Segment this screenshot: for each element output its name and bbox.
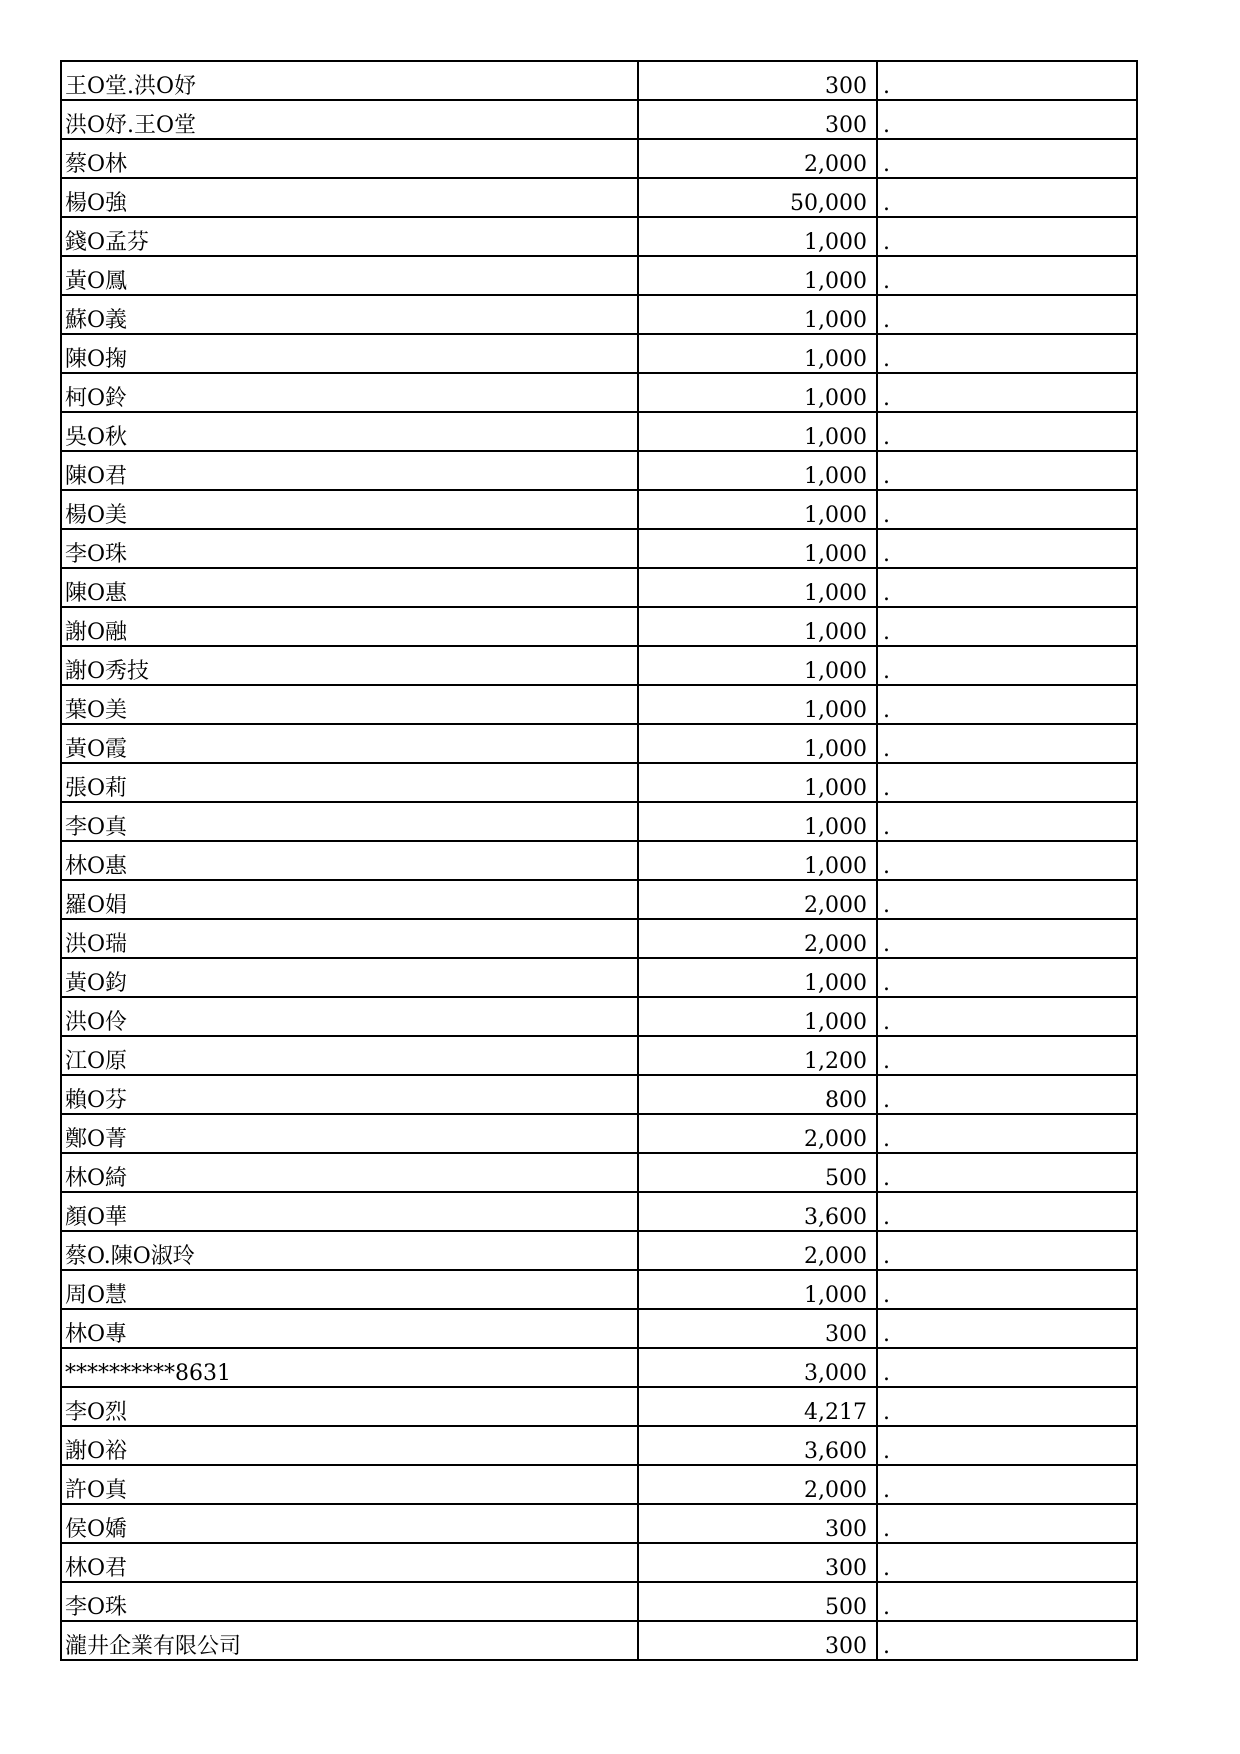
donor-name-cell: 鄭O菁	[61, 1114, 638, 1153]
donation-table-body	[61, 61, 1137, 1660]
donor-name-cell: 侯O嬌	[61, 1504, 638, 1543]
note-cell: .	[877, 295, 1137, 334]
amount-cell: 1,000	[638, 295, 877, 334]
amount-cell: 50,000	[638, 178, 877, 217]
note-cell: .	[877, 373, 1137, 412]
note-cell: .	[877, 529, 1137, 568]
donor-name-cell: 洪O伶	[61, 997, 638, 1036]
amount-cell: 1,000	[638, 724, 877, 763]
amount-cell: 4,217	[638, 1387, 877, 1426]
amount-cell: 1,000	[638, 958, 877, 997]
donor-name-cell: 黃O鳳	[61, 256, 638, 295]
table-row	[61, 451, 1137, 490]
amount-cell: 3,600	[638, 1426, 877, 1465]
note-cell: .	[877, 880, 1137, 919]
amount-cell: 300	[638, 100, 877, 139]
note-cell: .	[877, 178, 1137, 217]
note-cell: .	[877, 1582, 1137, 1621]
table-row	[61, 763, 1137, 802]
table-row	[61, 724, 1137, 763]
amount-cell: 2,000	[638, 919, 877, 958]
amount-cell: 3,000	[638, 1348, 877, 1387]
donor-name-cell: 黃O霞	[61, 724, 638, 763]
donor-name-cell: 李O珠	[61, 1582, 638, 1621]
note-cell: .	[877, 1309, 1137, 1348]
amount-cell: 1,000	[638, 841, 877, 880]
note-cell: .	[877, 919, 1137, 958]
amount-cell: 1,000	[638, 763, 877, 802]
note-cell: .	[877, 958, 1137, 997]
table-row	[61, 607, 1137, 646]
note-cell: .	[877, 1465, 1137, 1504]
note-cell: .	[877, 139, 1137, 178]
table-row	[61, 139, 1137, 178]
table-row	[61, 958, 1137, 997]
donor-name-cell: 謝O秀技	[61, 646, 638, 685]
table-row	[61, 1426, 1137, 1465]
note-cell: .	[877, 1192, 1137, 1231]
amount-cell: 1,000	[638, 490, 877, 529]
note-cell: .	[877, 217, 1137, 256]
table-row	[61, 685, 1137, 724]
table-row	[61, 802, 1137, 841]
donor-name-cell: 蘇O義	[61, 295, 638, 334]
amount-cell: 2,000	[638, 139, 877, 178]
table-row	[61, 1075, 1137, 1114]
donor-name-cell: 錢O孟芬	[61, 217, 638, 256]
amount-cell: 1,000	[638, 451, 877, 490]
donor-name-cell: 張O莉	[61, 763, 638, 802]
amount-cell: 1,000	[638, 334, 877, 373]
donor-name-cell: 楊O強	[61, 178, 638, 217]
donor-name-cell: 謝O裕	[61, 1426, 638, 1465]
donor-name-cell: 蔡O林	[61, 139, 638, 178]
amount-cell: 1,000	[638, 685, 877, 724]
note-cell: .	[877, 1231, 1137, 1270]
note-cell: .	[877, 802, 1137, 841]
table-row	[61, 1270, 1137, 1309]
donor-name-cell: **********8631	[61, 1348, 638, 1387]
table-row	[61, 997, 1137, 1036]
note-cell: .	[877, 1426, 1137, 1465]
donor-name-cell: 周O慧	[61, 1270, 638, 1309]
amount-cell: 1,200	[638, 1036, 877, 1075]
note-cell: .	[877, 568, 1137, 607]
table-row	[61, 490, 1137, 529]
donor-name-cell: 柯O鈴	[61, 373, 638, 412]
donor-name-cell: 王O堂.洪O妤	[61, 61, 638, 100]
table-row	[61, 295, 1137, 334]
note-cell: .	[877, 100, 1137, 139]
note-cell: .	[877, 841, 1137, 880]
note-cell: .	[877, 997, 1137, 1036]
note-cell: .	[877, 763, 1137, 802]
donor-name-cell: 顏O華	[61, 1192, 638, 1231]
table-row	[61, 61, 1137, 100]
table-row	[61, 256, 1137, 295]
donor-name-cell: 李O珠	[61, 529, 638, 568]
donor-name-cell: 蔡O.陳O淑玲	[61, 1231, 638, 1270]
donor-name-cell: 洪O瑞	[61, 919, 638, 958]
table-row	[61, 1543, 1137, 1582]
amount-cell: 300	[638, 1504, 877, 1543]
table-row	[61, 334, 1137, 373]
amount-cell: 3,600	[638, 1192, 877, 1231]
amount-cell: 300	[638, 1621, 877, 1660]
note-cell: .	[877, 451, 1137, 490]
amount-cell: 1,000	[638, 373, 877, 412]
amount-cell: 1,000	[638, 217, 877, 256]
amount-cell: 1,000	[638, 529, 877, 568]
table-row	[61, 1582, 1137, 1621]
amount-cell: 1,000	[638, 412, 877, 451]
donor-name-cell: 林O惠	[61, 841, 638, 880]
amount-cell: 1,000	[638, 1270, 877, 1309]
amount-cell: 800	[638, 1075, 877, 1114]
note-cell: .	[877, 607, 1137, 646]
amount-cell: 1,000	[638, 568, 877, 607]
donor-name-cell: 陳O掬	[61, 334, 638, 373]
table-row	[61, 529, 1137, 568]
donor-name-cell: 林O綺	[61, 1153, 638, 1192]
note-cell: .	[877, 1114, 1137, 1153]
amount-cell: 300	[638, 61, 877, 100]
amount-cell: 2,000	[638, 1114, 877, 1153]
amount-cell: 2,000	[638, 1465, 877, 1504]
note-cell: .	[877, 256, 1137, 295]
table-row	[61, 1231, 1137, 1270]
donor-name-cell: 許O真	[61, 1465, 638, 1504]
amount-cell: 500	[638, 1582, 877, 1621]
donor-name-cell: 賴O芬	[61, 1075, 638, 1114]
table-row	[61, 568, 1137, 607]
amount-cell: 2,000	[638, 1231, 877, 1270]
table-row	[61, 880, 1137, 919]
table-row	[61, 178, 1137, 217]
amount-cell: 1,000	[638, 256, 877, 295]
note-cell: .	[877, 1543, 1137, 1582]
donor-name-cell: 李O真	[61, 802, 638, 841]
table-row	[61, 412, 1137, 451]
table-row	[61, 646, 1137, 685]
donor-name-cell: 瀧井企業有限公司	[61, 1621, 638, 1660]
donation-table	[60, 60, 1138, 1661]
note-cell: .	[877, 412, 1137, 451]
donor-name-cell: 陳O君	[61, 451, 638, 490]
donor-name-cell: 謝O融	[61, 607, 638, 646]
note-cell: .	[877, 724, 1137, 763]
amount-cell: 500	[638, 1153, 877, 1192]
note-cell: .	[877, 646, 1137, 685]
donor-name-cell: 林O君	[61, 1543, 638, 1582]
note-cell: .	[877, 1036, 1137, 1075]
table-row	[61, 100, 1137, 139]
table-row	[61, 217, 1137, 256]
table-row	[61, 1504, 1137, 1543]
note-cell: .	[877, 61, 1137, 100]
table-row	[61, 1309, 1137, 1348]
donor-name-cell: 吳O秋	[61, 412, 638, 451]
donor-name-cell: 林O專	[61, 1309, 638, 1348]
table-row	[61, 1348, 1137, 1387]
note-cell: .	[877, 1075, 1137, 1114]
donor-name-cell: 羅O娟	[61, 880, 638, 919]
note-cell: .	[877, 1153, 1137, 1192]
amount-cell: 2,000	[638, 880, 877, 919]
table-row	[61, 1114, 1137, 1153]
amount-cell: 1,000	[638, 802, 877, 841]
donor-name-cell: 楊O美	[61, 490, 638, 529]
note-cell: .	[877, 1387, 1137, 1426]
note-cell: .	[877, 490, 1137, 529]
note-cell: .	[877, 1504, 1137, 1543]
table-row	[61, 1465, 1137, 1504]
donor-name-cell: 洪O妤.王O堂	[61, 100, 638, 139]
note-cell: .	[877, 685, 1137, 724]
amount-cell: 300	[638, 1309, 877, 1348]
note-cell: .	[877, 1621, 1137, 1660]
table-row	[61, 1153, 1137, 1192]
table-row	[61, 919, 1137, 958]
table-row	[61, 841, 1137, 880]
amount-cell: 300	[638, 1543, 877, 1582]
donor-name-cell: 江O原	[61, 1036, 638, 1075]
note-cell: .	[877, 1270, 1137, 1309]
donor-name-cell: 黃O鈞	[61, 958, 638, 997]
table-row	[61, 1192, 1137, 1231]
note-cell: .	[877, 334, 1137, 373]
note-cell: .	[877, 1348, 1137, 1387]
table-row	[61, 1621, 1137, 1660]
table-row	[61, 1036, 1137, 1075]
donor-name-cell: 陳O惠	[61, 568, 638, 607]
amount-cell: 1,000	[638, 997, 877, 1036]
table-row	[61, 373, 1137, 412]
table-row	[61, 1387, 1137, 1426]
amount-cell: 1,000	[638, 646, 877, 685]
donor-name-cell: 葉O美	[61, 685, 638, 724]
amount-cell: 1,000	[638, 607, 877, 646]
donor-name-cell: 李O烈	[61, 1387, 638, 1426]
